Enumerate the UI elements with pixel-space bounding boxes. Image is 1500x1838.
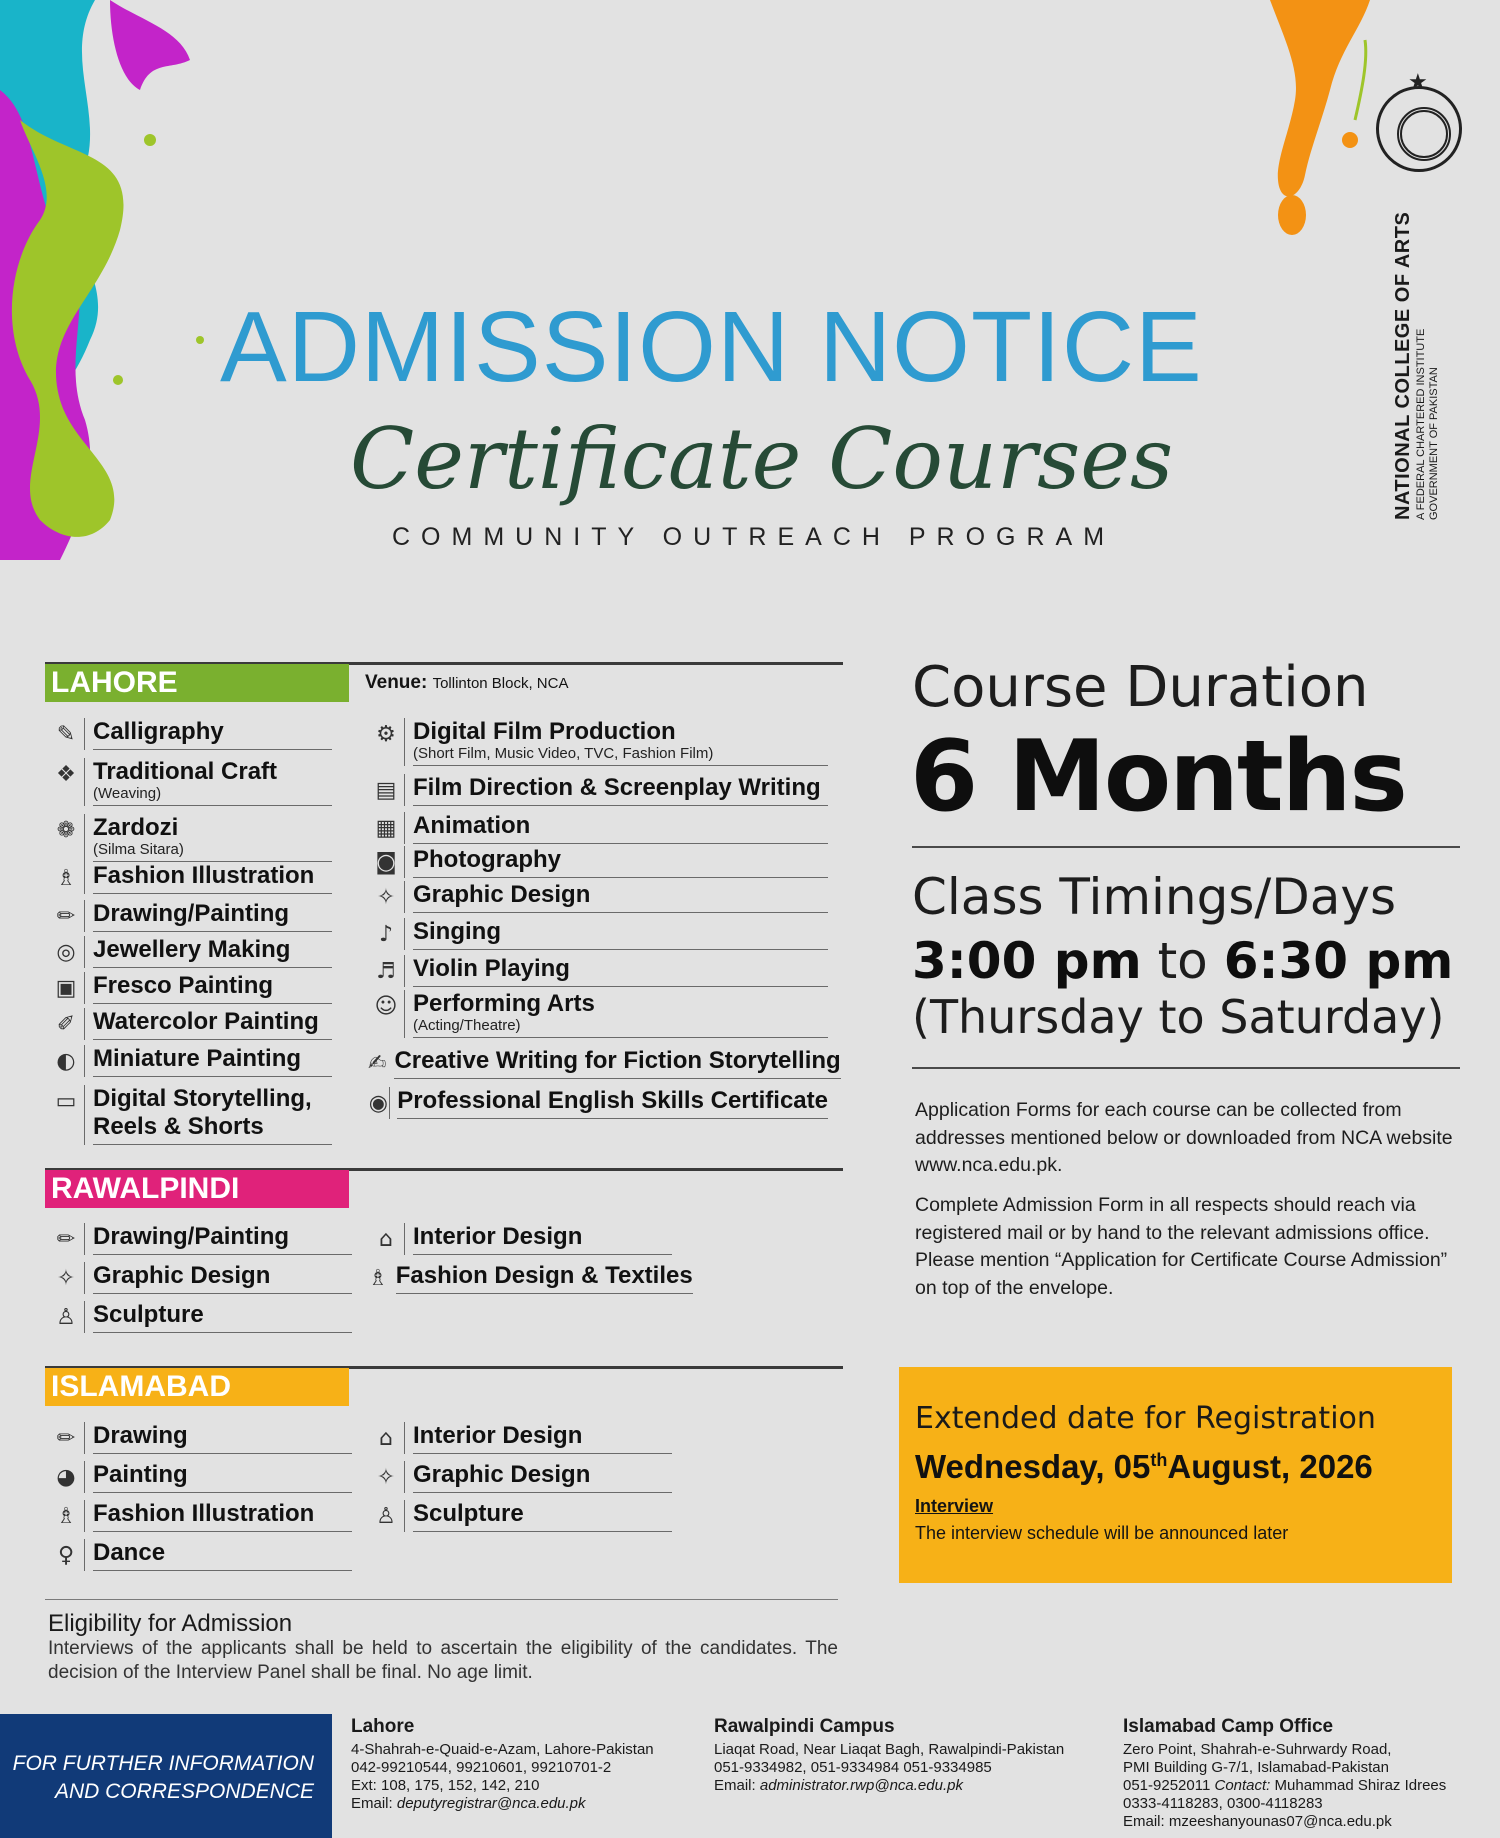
course-divider xyxy=(84,1262,85,1294)
course-divider xyxy=(404,918,405,950)
course-name: Interior Design xyxy=(413,1223,583,1250)
english-skills-icon: ◉ xyxy=(368,1091,388,1116)
logo-name: NATIONAL COLLEGE OF ARTS xyxy=(1392,211,1414,520)
course-divider xyxy=(404,1422,405,1454)
course-item xyxy=(368,1262,693,1294)
class-timings-value xyxy=(912,932,1453,990)
course-divider xyxy=(404,1223,405,1255)
course-item xyxy=(368,1223,672,1255)
footer-band-line2: AND CORRESPONDENCE xyxy=(54,1780,314,1803)
fashion-illustration-icon: ♗ xyxy=(56,1504,76,1529)
phone: 051-9252011 xyxy=(1123,1777,1211,1794)
date-suffix: th xyxy=(1150,1450,1168,1470)
eligibility-heading: Eligibility for Admission xyxy=(48,1610,293,1637)
course-item xyxy=(48,1045,332,1077)
course-name: Dance xyxy=(93,1539,166,1566)
registration-box xyxy=(899,1367,1452,1583)
page-subtitle: Certificate Courses xyxy=(350,410,1174,508)
course-name: Fashion Illustration xyxy=(93,862,315,889)
course-name: Fashion Design & Textiles xyxy=(395,1262,693,1289)
course-label xyxy=(93,900,332,932)
course-label xyxy=(93,718,332,750)
course-item xyxy=(48,862,332,894)
star-icon: ★ xyxy=(1408,70,1428,95)
course-label xyxy=(413,846,828,878)
course-divider xyxy=(404,1461,405,1493)
interview-label: Interview xyxy=(915,1496,994,1516)
footer-islamabad xyxy=(1123,1716,1446,1831)
course-item xyxy=(48,1500,352,1532)
course-note: (Silma Sitara) xyxy=(93,841,184,858)
course-item xyxy=(48,972,332,1004)
course-name: Traditional Craft xyxy=(93,758,278,785)
venue-label: Venue: xyxy=(365,672,428,693)
course-divider xyxy=(404,955,405,987)
interview-text: The interview schedule will be announced later xyxy=(915,1523,1289,1543)
date-part-2: August, 2026 xyxy=(1167,1448,1373,1485)
course-name: Graphic Design xyxy=(93,1262,271,1289)
course-note: (Acting/Theatre) xyxy=(413,1017,521,1034)
traditional-craft-icon: ❖ xyxy=(56,762,76,787)
footer-rawalpindi-heading: Rawalpindi Campus xyxy=(714,1716,895,1737)
footer-lahore-heading: Lahore xyxy=(351,1716,415,1737)
course-label xyxy=(93,1262,352,1294)
footer-islamabad-email-line xyxy=(1123,1813,1446,1831)
course-divider xyxy=(84,1301,85,1333)
course-divider xyxy=(84,900,85,932)
course-divider xyxy=(84,1539,85,1571)
course-item xyxy=(368,955,828,987)
page-title: ADMISSION NOTICE xyxy=(220,291,1203,403)
footer-lahore-email-line xyxy=(351,1795,654,1813)
footer-rawalpindi-email[interactable]: administrator.rwp@nca.edu.pk xyxy=(759,1777,963,1794)
course-label xyxy=(93,1539,352,1571)
course-duration-value: 6 Months xyxy=(910,720,1406,834)
lahore-section-label: LAHORE xyxy=(45,664,349,702)
zardozi-icon: ❁ xyxy=(56,818,76,843)
course-divider xyxy=(84,1085,85,1145)
course-divider xyxy=(84,862,85,894)
course-item xyxy=(368,881,828,913)
footer-islamabad-email[interactable]: mzeeshanyounas07@nca.edu.pk xyxy=(1168,1813,1392,1830)
course-item xyxy=(368,812,828,844)
miniature-icon: ◐ xyxy=(56,1049,76,1074)
paint-splash-art xyxy=(0,0,210,560)
footer-band-line1: FOR FURTHER INFORMATION xyxy=(12,1752,314,1775)
course-label xyxy=(93,972,332,1004)
course-divider xyxy=(84,1500,85,1532)
orange-paint-drip-art xyxy=(1250,0,1380,240)
course-divider xyxy=(84,1223,85,1255)
course-item xyxy=(368,1422,672,1454)
microphone-icon: ♪ xyxy=(378,922,394,947)
course-name: Violin Playing xyxy=(413,955,570,982)
start-time: 3:00 pm xyxy=(912,932,1142,990)
footer-islamabad-address-1: Zero Point, Shahrah-e-Suhrwardy Road, xyxy=(1123,1741,1392,1758)
course-item xyxy=(368,990,828,1038)
nca-logo-text xyxy=(1392,212,1441,520)
course-name: Photography xyxy=(413,846,561,873)
course-name-line2: Reels & Shorts xyxy=(93,1113,264,1140)
course-divider xyxy=(404,718,405,766)
course-label xyxy=(93,814,332,862)
theatre-masks-icon: ☺ xyxy=(374,994,398,1019)
course-label xyxy=(93,1085,332,1145)
animation-icon: ▦ xyxy=(375,816,397,841)
film-camera-icon: ⚙ xyxy=(376,722,396,747)
course-label xyxy=(93,1422,352,1454)
footer-islamabad-heading: Islamabad Camp Office xyxy=(1123,1716,1334,1737)
course-item xyxy=(48,1461,352,1493)
course-divider xyxy=(84,1461,85,1493)
course-name: Performing Arts xyxy=(413,990,595,1017)
course-item xyxy=(368,774,828,806)
course-item xyxy=(48,1223,352,1255)
course-name: Sculpture xyxy=(93,1301,204,1328)
course-name: Singing xyxy=(413,918,501,945)
course-divider xyxy=(404,812,405,844)
course-label xyxy=(93,758,332,806)
course-name: Graphic Design xyxy=(413,881,591,908)
course-name: Film Direction & Screenplay Writing xyxy=(413,774,821,801)
jewellery-icon: ◎ xyxy=(56,940,76,965)
course-name: Digital Storytelling, xyxy=(93,1085,312,1112)
course-name: Zardozi xyxy=(93,814,179,841)
course-item xyxy=(368,1047,841,1079)
contact-label: Contact: xyxy=(1214,1777,1271,1794)
drawing-painting-icon: ✏ xyxy=(56,1227,76,1252)
footer-islamabad-address-2: PMI Building G-7/1, Islamabad-Pakistan xyxy=(1123,1759,1389,1776)
course-name: Drawing/Painting xyxy=(93,1223,290,1250)
course-item xyxy=(368,718,828,766)
course-name: Watercolor Painting xyxy=(93,1008,319,1035)
course-label xyxy=(93,1223,352,1255)
course-item xyxy=(48,1422,352,1454)
course-name: Graphic Design xyxy=(413,1461,591,1488)
dance-icon: ♀ xyxy=(57,1543,75,1568)
course-name: Professional English Skills Certificate xyxy=(397,1087,828,1114)
lahore-venue xyxy=(365,672,568,694)
footer-islamabad-mobiles: 0333-4118283, 0300-4118283 xyxy=(1123,1795,1323,1812)
course-name: Digital Film Production xyxy=(413,718,676,745)
application-forms-text: Application Forms for each course can be collected from addresses mentioned below or downloaded from NCA website www.nca.edu.pk. xyxy=(915,1099,1453,1176)
program-name: COMMUNITY OUTREACH PROGRAM xyxy=(392,523,1116,551)
timings-divider xyxy=(912,1067,1460,1069)
course-item xyxy=(368,1461,672,1493)
islamabad-section-label: ISLAMABAD xyxy=(45,1368,349,1406)
duration-divider xyxy=(912,846,1460,848)
fashion-illustration-icon: ♗ xyxy=(56,866,76,891)
course-divider xyxy=(84,1422,85,1454)
course-divider xyxy=(404,846,405,878)
drawing-painting-icon: ✏ xyxy=(56,904,76,929)
course-item xyxy=(48,1301,352,1333)
course-label xyxy=(413,774,828,806)
footer-lahore-phones: 042-99210544, 99210601, 99210701-2 xyxy=(351,1759,612,1776)
course-divider xyxy=(84,972,85,1004)
course-item xyxy=(368,1087,828,1119)
course-divider xyxy=(84,758,85,806)
contact-person: Muhammad Shiraz Idrees xyxy=(1274,1777,1447,1794)
screenplay-icon: ▤ xyxy=(375,778,397,803)
course-label xyxy=(413,1461,672,1493)
course-name: Calligraphy xyxy=(93,718,224,745)
course-item xyxy=(48,1539,352,1571)
course-label xyxy=(93,1045,332,1077)
course-label xyxy=(93,1301,352,1333)
course-label xyxy=(93,1500,352,1532)
course-label xyxy=(413,1500,672,1532)
class-days: (Thursday to Saturday) xyxy=(912,990,1445,1044)
course-item xyxy=(368,1500,672,1532)
logo-tagline: A FEDERAL CHARTERED INSTITUTE xyxy=(1415,328,1427,520)
course-label xyxy=(413,812,828,844)
course-item xyxy=(48,1262,352,1294)
footer-lahore-ext: Ext: 108, 175, 152, 142, 210 xyxy=(351,1777,540,1794)
date-part-1: Wednesday, 05 xyxy=(915,1448,1151,1485)
footer-islamabad-contact xyxy=(1123,1777,1446,1795)
footer-info-band xyxy=(0,1714,332,1838)
course-item xyxy=(48,936,332,968)
graphic-design-icon: ✧ xyxy=(376,1465,396,1490)
drawing-icon: ✏ xyxy=(56,1426,76,1451)
fresco-icon: ▣ xyxy=(55,976,77,1001)
interior-design-icon: ⌂ xyxy=(379,1227,393,1252)
course-label xyxy=(93,1461,352,1493)
course-label xyxy=(413,881,828,913)
course-item xyxy=(368,918,828,950)
registration-heading: Extended date for Registration xyxy=(915,1401,1376,1436)
footer-rawalpindi xyxy=(714,1716,1064,1795)
course-label xyxy=(93,936,332,968)
course-divider xyxy=(404,1500,405,1532)
rawalpindi-section-label: RAWALPINDI xyxy=(45,1170,349,1208)
course-name: Miniature Painting xyxy=(93,1045,302,1072)
sculpture-icon: ♙ xyxy=(376,1504,396,1529)
palette-icon: ◕ xyxy=(56,1465,76,1490)
eligibility-text: Interviews of the applicants shall be held to ascertain the eligibility of the candidates. The decision of the Interview Panel shall be final. No age limit. xyxy=(48,1638,838,1683)
sculpture-icon: ♙ xyxy=(56,1305,76,1330)
course-divider xyxy=(84,936,85,968)
time-separator: to xyxy=(1157,932,1208,990)
footer-rawalpindi-email-line xyxy=(714,1777,1064,1795)
registration-date xyxy=(915,1448,1452,1486)
graphic-design-icon: ✧ xyxy=(376,885,396,910)
course-label xyxy=(413,1422,672,1454)
course-note: (Weaving) xyxy=(93,785,162,802)
footer-lahore xyxy=(351,1716,654,1813)
course-item xyxy=(368,846,828,878)
course-name: Sculpture xyxy=(413,1500,524,1527)
camera-icon: ◙ xyxy=(375,850,397,875)
course-label xyxy=(394,1047,840,1079)
interior-design-icon: ⌂ xyxy=(379,1426,393,1451)
submission-instructions-text: Complete Admission Form in all respects should reach via registered mail or by hand to the relevant admissions office. Please mention “Application for Certificate Course Admission” on top of the envelope. xyxy=(915,1194,1448,1299)
course-label xyxy=(413,955,828,987)
violin-icon: ♬ xyxy=(376,959,396,984)
course-label xyxy=(413,718,828,766)
footer-lahore-address: 4-Shahrah-e-Quaid-e-Azam, Lahore-Pakistan xyxy=(351,1741,654,1758)
course-item xyxy=(48,1008,332,1040)
course-label xyxy=(93,1008,332,1040)
course-divider xyxy=(84,814,85,862)
course-name: Painting xyxy=(93,1461,188,1488)
logo-government: GOVERNMENT OF PAKISTAN xyxy=(1428,367,1440,520)
course-name: Drawing/Painting xyxy=(93,900,290,927)
course-label xyxy=(396,1262,693,1294)
course-name: Interior Design xyxy=(413,1422,583,1449)
course-name: Fresco Painting xyxy=(93,972,274,999)
footer-rawalpindi-address: Liaqat Road, Near Liaqat Bagh, Rawalpindi-Pakistan xyxy=(714,1741,1065,1758)
course-label xyxy=(413,1223,672,1255)
course-divider xyxy=(404,774,405,806)
course-duration-label: Course Duration xyxy=(912,655,1369,720)
venue-value: Tollinton Block, NCA xyxy=(432,675,569,692)
nca-logo-emblem xyxy=(1376,86,1462,172)
course-label xyxy=(413,990,828,1038)
course-label xyxy=(397,1087,828,1119)
course-label xyxy=(413,918,828,950)
creative-writing-icon: ✍ xyxy=(368,1051,387,1076)
course-divider xyxy=(84,1008,85,1040)
class-timings-label: Class Timings/Days xyxy=(912,868,1397,926)
course-divider xyxy=(84,718,85,750)
fashion-design-icon: ♗ xyxy=(368,1266,388,1291)
email-label: Email: xyxy=(714,1777,756,1794)
email-label: Email: xyxy=(351,1795,393,1812)
storytelling-tv-icon: ▭ xyxy=(55,1089,77,1114)
course-item xyxy=(48,814,332,862)
course-item xyxy=(48,718,332,750)
eligibility-rule xyxy=(45,1599,838,1600)
calligraphy-icon: ✎ xyxy=(56,722,76,747)
footer-rawalpindi-phones: 051-9334982, 051-9334984 051-9334985 xyxy=(714,1759,992,1776)
course-divider xyxy=(389,1087,390,1119)
course-item xyxy=(48,1085,332,1145)
course-name: Drawing xyxy=(93,1422,188,1449)
email-label: Email: xyxy=(1123,1813,1165,1830)
end-time: 6:30 pm xyxy=(1223,932,1454,990)
course-name: Creative Writing for Fiction Storytelling xyxy=(394,1047,841,1074)
course-item xyxy=(48,758,332,806)
course-divider xyxy=(404,881,405,913)
course-name: Fashion Illustration xyxy=(93,1500,315,1527)
course-name: Jewellery Making xyxy=(93,936,291,963)
watercolor-icon: ✐ xyxy=(56,1012,76,1037)
course-note: (Short Film, Music Video, TVC, Fashion Film) xyxy=(413,745,714,762)
course-divider xyxy=(404,990,405,1038)
course-label xyxy=(93,862,332,894)
course-name: Animation xyxy=(413,812,531,839)
footer-lahore-email[interactable]: deputyregistrar@nca.edu.pk xyxy=(396,1795,586,1812)
course-item xyxy=(48,900,332,932)
course-divider xyxy=(84,1045,85,1077)
graphic-design-icon: ✧ xyxy=(56,1266,76,1291)
